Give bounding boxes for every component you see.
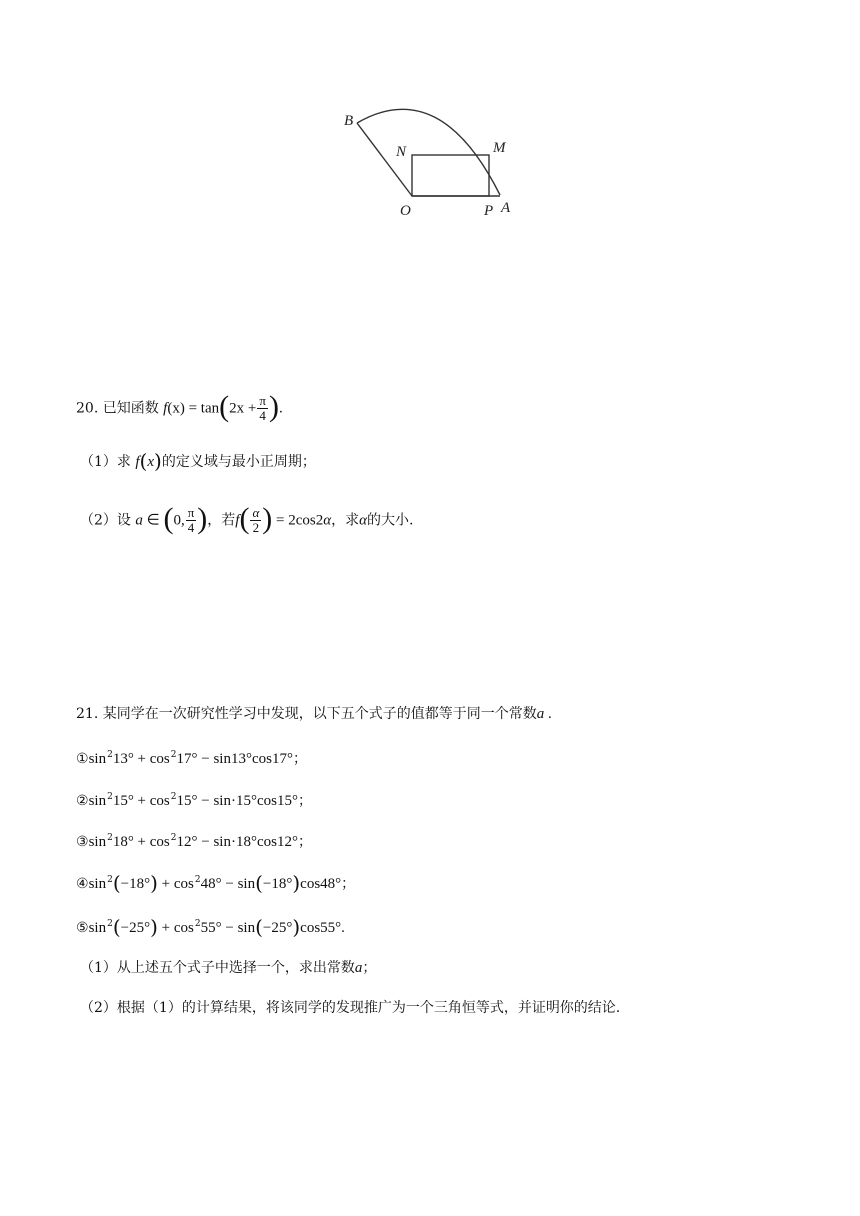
label-m: M <box>493 140 506 156</box>
q21-stem: 21. 某同学在一次研究性学习中发现，以下五个式子的值都等于同一个常数a . <box>76 706 552 722</box>
q21-expr-1: $①\sin^213^\circ + \cos^217^\circ - \sin 13^\circ\cos 17^\circ$； <box>76 750 307 767</box>
q21-part1: （1）从上述五个式子中选择一个，求出常数a； <box>80 960 377 976</box>
label-n: N <box>396 144 407 160</box>
q20-part2: （2）设 a ∈ (0, $\frac{\pi}{4}$ )，若f( $\frac{\alpha}{2}$ ) = 2cos2α，求α的大小. <box>80 501 414 535</box>
q21-expr-5: $⑤\sin^2(-25^\circ) + \cos^255^\circ - \sin(-25^\circ)\cos 55^\circ$. <box>76 915 345 939</box>
fraction-pi-4-b: $\frac{\pi}{4}$ <box>187 505 195 535</box>
sector-diagram <box>330 95 540 225</box>
q20-stem <box>76 389 283 423</box>
q21-expr-2: $②\sin^215^\circ + \cos^215^\circ - \sin\cdot 15^\circ\cos 15^\circ$； <box>76 792 312 809</box>
label-o: O <box>400 203 411 219</box>
q21-expr-4: $④\sin^2(-18^\circ) + \cos^248^\circ - \sin(-18^\circ)\cos 48^\circ$； <box>76 871 356 895</box>
q20-eq: = tan <box>184 400 220 417</box>
rectangle-onmp <box>412 155 489 196</box>
fraction-pi-4: $\frac{\pi}{4}$ <box>259 393 266 423</box>
label-b: B <box>344 113 354 129</box>
q20-intro: 20. 已知函数 <box>76 400 159 417</box>
label-p: P <box>484 203 494 219</box>
q20-inner: 2x + <box>229 400 257 417</box>
q21-part2: （2）根据（1）的计算结果，将该同学的发现推广为一个三角恒等式，并证明你的结论. <box>80 1000 621 1016</box>
paren-open: ( <box>219 389 230 423</box>
q20-part1: （1）求 f(x)的定义域与最小正周期； <box>80 449 316 473</box>
fraction-alpha-2: $\frac{\alpha}{2}$ <box>252 505 260 535</box>
paren-close: ) <box>268 389 279 423</box>
sector-figure <box>330 95 540 225</box>
q21-expr-3: $③\sin^218^\circ + \cos^212^\circ - \sin\cdot 18^\circ\cos 12^\circ$； <box>76 833 312 850</box>
q20-var-x: (x) <box>167 400 185 417</box>
label-a: A <box>501 200 511 216</box>
q20-f: f <box>163 400 168 417</box>
q20-end: . <box>278 400 283 417</box>
